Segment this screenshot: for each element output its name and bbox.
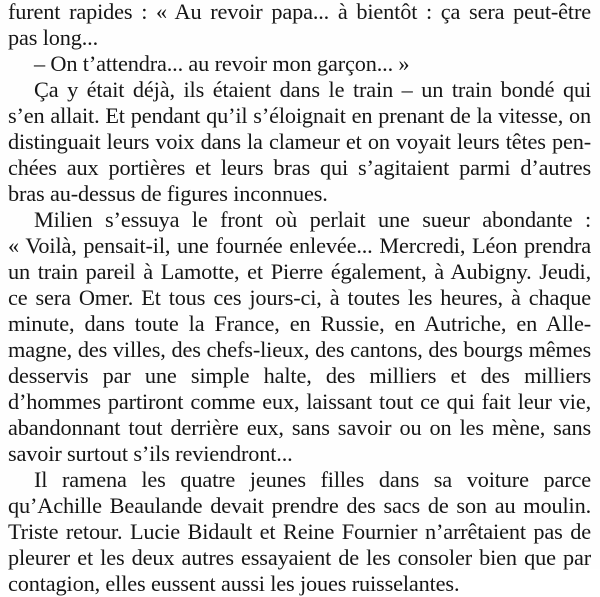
text-line-13: minute, dans toute la France, en Russie, en Autriche, en Alle- — [8, 311, 591, 336]
text-line-19: Il ramena les quatre jeunes filles dans sa voiture parce — [34, 467, 591, 492]
text-line-4: Ça y était déjà, ils étaient dans le train – un train bondé qui — [34, 77, 591, 102]
text-line-3: – On t’attendra... au revoir mon garçon... » — [34, 51, 410, 76]
text-line-2: pas long... — [8, 25, 99, 50]
text-line-15: desservis par une simple halte, des milliers et des milliers — [8, 363, 591, 388]
text-line-16: d’hommes partiront comme eux, laissant tout ce qui fait leur vie, — [8, 389, 591, 414]
text-line-14: magne, des villes, des chefs-lieux, des cantons, des bourgs mêmes — [8, 337, 591, 362]
text-line-7: chées aux portières et leurs bras qui s’agitaient parmi d’autres — [8, 155, 591, 180]
text-line-17: abandonnant tout derrière eux, sans savoir ou on les mène, sans — [8, 415, 591, 440]
text-line-9: Milien s’essuya le front où perlait une sueur abondante : — [34, 207, 591, 232]
text-line-8: bras au-dessus de figures inconnues. — [8, 181, 328, 206]
text-line-22: pleurer et les deux autres essayaient de les consoler bien que par — [8, 545, 591, 570]
text-line-12: ce sera Omer. Et tous ces jours-ci, à toutes les heures, à chaque — [8, 285, 591, 310]
text-line-5: s’en allait. Et pendant qu’il s’éloignait en prenant de la vitesse, on — [8, 103, 591, 128]
text-line-23: contagion, elles eussent aussi les joues ruisselantes. — [8, 571, 460, 596]
text-line-1: furent rapides : « Au revoir papa... à bientôt : ça sera peut-être — [8, 0, 591, 24]
text-line-20: qu’Achille Beaulande devait prendre des sacs de son au moulin. — [8, 493, 591, 518]
text-line-10: « Voilà, pensait-il, une fournée enlevée... Mercredi, Léon prendra — [8, 233, 591, 258]
text-line-11: un train pareil à Lamotte, et Pierre également, à Aubigny. Jeudi, — [8, 259, 591, 284]
text-line-18: savoir surtout s’ils reviendront... — [8, 441, 293, 466]
text-line-21: Triste retour. Lucie Bidault et Reine Fournier n’arrêtaient pas de — [8, 519, 591, 544]
text-line-6: distinguait leurs voix dans la clameur et on voyait leurs têtes pen- — [8, 129, 591, 154]
